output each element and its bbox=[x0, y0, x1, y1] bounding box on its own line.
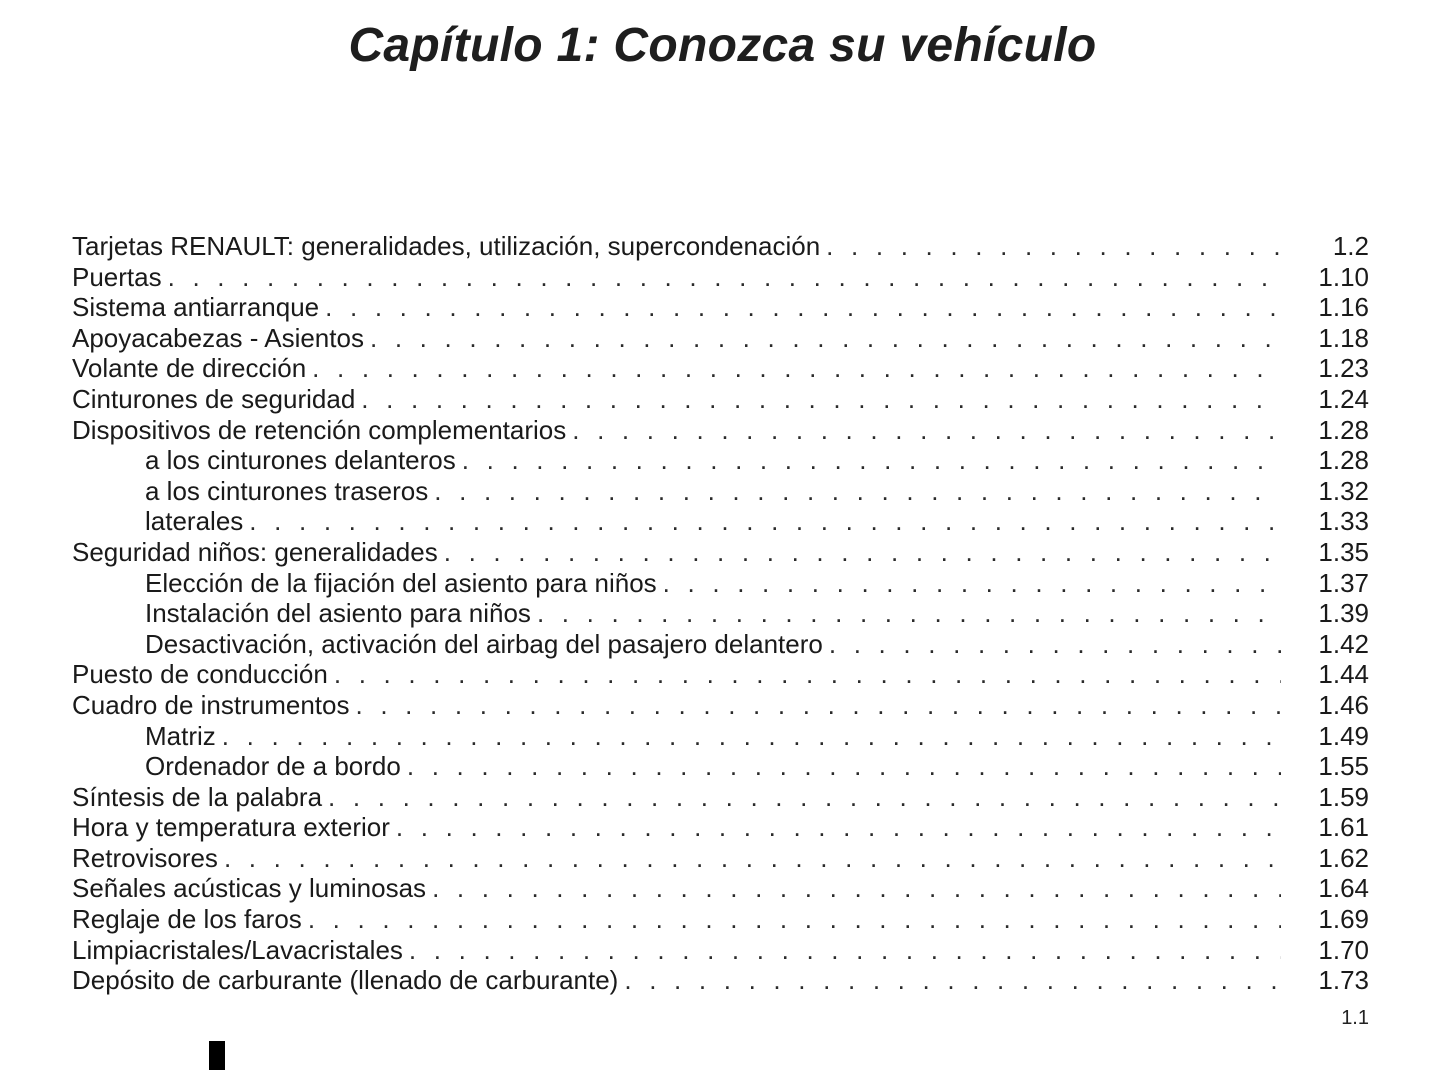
toc-entry[interactable] bbox=[72, 537, 1369, 568]
toc-entry-label: Cinturones de seguridad bbox=[72, 383, 356, 414]
toc-entry-label: Elección de la fijación del asiento para niños bbox=[145, 567, 657, 598]
dot-leader bbox=[308, 904, 1281, 935]
toc-entry-page: 1.59 bbox=[1318, 781, 1369, 812]
toc-entry[interactable] bbox=[72, 935, 1369, 966]
dot-leader bbox=[663, 568, 1281, 599]
dot-leader bbox=[444, 537, 1281, 568]
dot-leader bbox=[168, 262, 1281, 293]
toc-entry-label: a los cinturones delanteros bbox=[145, 445, 456, 476]
toc-entry-page: 1.2 bbox=[1332, 231, 1369, 261]
dot-leader bbox=[432, 873, 1281, 904]
toc-entry-page: 1.64 bbox=[1318, 873, 1369, 904]
toc-subentry[interactable] bbox=[72, 751, 1369, 782]
dot-leader bbox=[396, 812, 1281, 843]
toc-subentry[interactable] bbox=[72, 506, 1369, 537]
dot-leader bbox=[407, 751, 1281, 782]
toc-entry[interactable] bbox=[72, 782, 1369, 813]
toc-subentry[interactable] bbox=[72, 568, 1369, 599]
dot-leader bbox=[312, 353, 1281, 384]
toc-entry[interactable] bbox=[72, 843, 1369, 874]
dot-leader bbox=[222, 721, 1281, 752]
dot-leader bbox=[325, 292, 1281, 323]
toc-subentry[interactable] bbox=[72, 445, 1369, 476]
toc-entry-page: 1.49 bbox=[1318, 720, 1369, 751]
toc-entry-label: Síntesis de la palabra bbox=[72, 781, 323, 812]
page-number: 1.1 bbox=[1341, 1007, 1369, 1029]
toc-entry-label: laterales bbox=[145, 506, 244, 537]
toc-entry-label: Apoyacabezas - Asientos bbox=[72, 322, 364, 353]
toc-entry-page: 1.28 bbox=[1318, 445, 1369, 476]
toc-entry-page: 1.61 bbox=[1318, 812, 1369, 843]
dot-leader bbox=[370, 323, 1281, 354]
toc-entry[interactable] bbox=[72, 384, 1369, 415]
toc-entry-page: 1.62 bbox=[1318, 842, 1369, 873]
toc-entry-page: 1.16 bbox=[1318, 292, 1369, 323]
toc-entry-label: Desactivación, activación del airbag del pasajero delantero bbox=[145, 628, 823, 659]
toc-entry-page: 1.23 bbox=[1318, 353, 1369, 384]
toc-entry-page: 1.33 bbox=[1318, 506, 1369, 537]
toc-entry-label: Dispositivos de retención complementarios bbox=[72, 414, 567, 445]
toc-entry-page: 1.69 bbox=[1318, 904, 1369, 935]
toc-entry[interactable] bbox=[72, 904, 1369, 935]
table-of-contents bbox=[72, 231, 1369, 996]
toc-entry-page: 1.73 bbox=[1318, 965, 1369, 996]
toc-entry-label: Ordenador de a bordo bbox=[145, 751, 401, 782]
toc-entry-label: Sistema antiarranque bbox=[72, 292, 320, 323]
toc-subentry[interactable] bbox=[72, 476, 1369, 507]
dot-leader bbox=[829, 629, 1281, 660]
toc-entry-label: Hora y temperatura exterior bbox=[72, 812, 390, 843]
toc-entry-label: Instalación del asiento para niños bbox=[145, 598, 531, 629]
toc-entry-page: 1.28 bbox=[1318, 414, 1369, 445]
toc-entry-label: Reglaje de los faros bbox=[72, 904, 302, 935]
dot-leader bbox=[826, 231, 1281, 262]
toc-entry-page: 1.55 bbox=[1318, 751, 1369, 782]
toc-entry-page: 1.46 bbox=[1318, 689, 1369, 720]
toc-entry[interactable] bbox=[72, 812, 1369, 843]
dot-leader bbox=[624, 965, 1281, 996]
toc-subentry[interactable] bbox=[72, 629, 1369, 660]
dot-leader bbox=[572, 415, 1281, 446]
toc-entry-label: Puertas bbox=[72, 261, 162, 292]
dot-leader bbox=[409, 935, 1281, 966]
toc-entry[interactable] bbox=[72, 292, 1369, 323]
chapter-title: Capítulo 1: Conozca su vehículo bbox=[348, 19, 1097, 72]
toc-entry-label: Puesto de conducción bbox=[72, 659, 328, 690]
toc-entry[interactable] bbox=[72, 415, 1369, 446]
toc-entry-label: Seguridad niños: generalidades bbox=[72, 536, 438, 567]
toc-entry-page: 1.24 bbox=[1318, 383, 1369, 414]
toc-entry[interactable] bbox=[72, 262, 1369, 293]
toc-entry[interactable] bbox=[72, 659, 1369, 690]
toc-entry[interactable] bbox=[72, 873, 1369, 904]
toc-entry-page: 1.32 bbox=[1318, 475, 1369, 506]
dot-leader bbox=[328, 782, 1281, 813]
toc-entry-page: 1.18 bbox=[1318, 322, 1369, 353]
dot-leader bbox=[462, 445, 1281, 476]
toc-entry-label: Depósito de carburante (llenado de carburante) bbox=[72, 965, 619, 996]
toc-entry-label: Señales acústicas y luminosas bbox=[72, 873, 427, 904]
toc-entry-page: 1.39 bbox=[1318, 598, 1369, 629]
toc-entry[interactable] bbox=[72, 353, 1369, 384]
toc-entry-page: 1.44 bbox=[1318, 659, 1369, 690]
toc-entry[interactable] bbox=[72, 965, 1369, 996]
toc-entry[interactable] bbox=[72, 231, 1369, 262]
toc-entry-label: Matriz bbox=[145, 720, 216, 751]
toc-entry-label: Retrovisores bbox=[72, 842, 218, 873]
toc-entry-label: a los cinturones traseros bbox=[145, 475, 429, 506]
toc-entry-page: 1.35 bbox=[1318, 536, 1369, 567]
dot-leader bbox=[361, 384, 1281, 415]
toc-entry-label: Limpiacristales/Lavacristales bbox=[72, 934, 403, 965]
dot-leader bbox=[434, 476, 1281, 507]
toc-entry-label: Volante de dirección bbox=[72, 353, 307, 384]
dot-leader bbox=[224, 843, 1281, 874]
toc-entry-page: 1.70 bbox=[1318, 934, 1369, 965]
margin-marker bbox=[209, 1041, 225, 1070]
dot-leader bbox=[249, 506, 1281, 537]
toc-subentry[interactable] bbox=[72, 721, 1369, 752]
toc-entry-label: Cuadro de instrumentos bbox=[72, 689, 350, 720]
dot-leader bbox=[537, 598, 1281, 629]
toc-entry-label: Tarjetas RENAULT: generalidades, utilización, supercondenación bbox=[72, 231, 821, 261]
toc-entry[interactable] bbox=[72, 323, 1369, 354]
toc-entry-page: 1.10 bbox=[1318, 261, 1369, 292]
toc-subentry[interactable] bbox=[72, 598, 1369, 629]
toc-entry-page: 1.42 bbox=[1318, 628, 1369, 659]
dot-leader bbox=[334, 659, 1281, 690]
toc-entry[interactable] bbox=[72, 690, 1369, 721]
dot-leader bbox=[355, 690, 1281, 721]
toc-entry-page: 1.37 bbox=[1318, 567, 1369, 598]
